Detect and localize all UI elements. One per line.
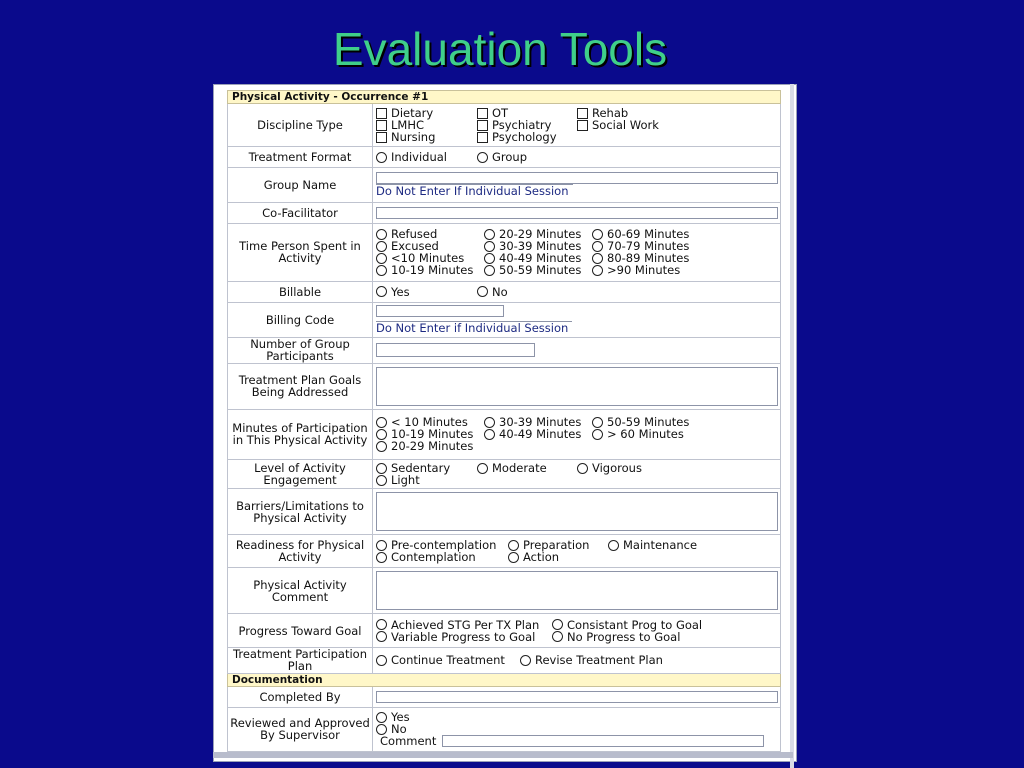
- pa-comment-textarea[interactable]: [376, 571, 778, 610]
- field-label: Completed By: [228, 686, 373, 707]
- radio[interactable]: [376, 631, 387, 642]
- row-time-spent: [228, 224, 781, 281]
- radio[interactable]: [508, 552, 519, 563]
- completed-by-input[interactable]: [376, 691, 778, 703]
- radio[interactable]: [484, 241, 495, 252]
- section-title: Physical Activity - Occurrence #1: [228, 91, 781, 104]
- progress-variable[interactable]: Variable Progress to Goal: [376, 631, 552, 643]
- discipline-checkbox-group: [376, 107, 780, 143]
- readiness-pre-contemplation[interactable]: Pre-contemplation: [376, 539, 508, 551]
- field-label: Treatment Plan Goals Being Addressed: [228, 363, 373, 409]
- engagement-sedentary[interactable]: Sedentary: [376, 462, 477, 474]
- radio[interactable]: [508, 540, 519, 551]
- billable-yes[interactable]: Yes: [376, 286, 477, 298]
- window-edge-right: [790, 84, 794, 768]
- field-label: Time Person Spent in Activity: [228, 224, 373, 281]
- radio[interactable]: [608, 540, 619, 551]
- row-treatment-format: [228, 147, 781, 168]
- field-label: Group Name: [228, 168, 373, 203]
- radio[interactable]: [477, 286, 488, 297]
- minutes-option-over-60[interactable]: > 60 Minutes: [592, 428, 702, 440]
- row-billable: [228, 281, 781, 302]
- time-option-over-90[interactable]: >90 Minutes: [592, 264, 702, 276]
- row-group-participants: [228, 337, 781, 363]
- field-label: Discipline Type: [228, 104, 373, 147]
- time-option-60-69[interactable]: 60-69 Minutes: [592, 228, 702, 240]
- time-option-under-10[interactable]: <10 Minutes: [376, 252, 484, 264]
- discipline-option-nursing[interactable]: Nursing: [376, 131, 477, 143]
- reviewed-no[interactable]: No: [376, 723, 780, 735]
- treatment-format-group[interactable]: Group: [477, 151, 577, 163]
- radio[interactable]: [376, 152, 387, 163]
- progress-consistant[interactable]: Consistant Prog to Goal: [552, 619, 722, 631]
- discipline-option-lmhc[interactable]: LMHC: [376, 119, 477, 131]
- section-header-physical-activity: [228, 91, 781, 104]
- discipline-option-psychiatry[interactable]: Psychiatry: [477, 119, 577, 131]
- row-group-name: [228, 168, 781, 203]
- radio[interactable]: [577, 463, 588, 474]
- radio[interactable]: [376, 724, 387, 735]
- field-label: Treatment Format: [228, 147, 373, 168]
- minutes-option-10-19[interactable]: 10-19 Minutes: [376, 428, 484, 440]
- minutes-option-20-29[interactable]: 20-29 Minutes: [376, 440, 484, 452]
- billing-code-input[interactable]: [376, 305, 504, 317]
- section-header-documentation: [228, 673, 781, 686]
- engagement-vigorous[interactable]: Vigorous: [577, 462, 677, 474]
- row-minutes-participation: [228, 409, 781, 459]
- row-pa-comment: [228, 568, 781, 614]
- row-completed-by: [228, 686, 781, 707]
- plan-revise[interactable]: Revise Treatment Plan: [520, 654, 690, 666]
- checkbox[interactable]: [577, 120, 588, 131]
- radio[interactable]: [477, 152, 488, 163]
- checkbox[interactable]: [477, 108, 488, 119]
- row-progress: [228, 614, 781, 647]
- radio[interactable]: [376, 229, 387, 240]
- field-label: Minutes of Participation in This Physical Activity: [228, 409, 373, 459]
- co-facilitator-input[interactable]: [376, 207, 778, 219]
- field-label: Billable: [228, 281, 373, 302]
- minutes-option-50-59[interactable]: 50-59 Minutes: [592, 416, 702, 428]
- radio[interactable]: [477, 463, 488, 474]
- reviewed-comment-input[interactable]: [442, 735, 764, 747]
- treatment-format-individual[interactable]: Individual: [376, 151, 477, 163]
- discipline-option-ot[interactable]: OT: [477, 107, 577, 119]
- discipline-option-psychology[interactable]: Psychology: [477, 131, 577, 143]
- checkbox[interactable]: [577, 108, 588, 119]
- time-option-excused[interactable]: Excused: [376, 240, 484, 252]
- readiness-action[interactable]: Action: [508, 551, 608, 563]
- radio[interactable]: [484, 253, 495, 264]
- time-option-10-19[interactable]: 10-19 Minutes: [376, 264, 484, 276]
- checkbox[interactable]: [477, 120, 488, 131]
- group-name-input[interactable]: [376, 172, 778, 184]
- row-engagement: [228, 460, 781, 489]
- field-label: Progress Toward Goal: [228, 614, 373, 647]
- billing-code-hint: Do Not Enter if Individual Session: [376, 321, 572, 334]
- radio[interactable]: [552, 631, 563, 642]
- engagement-moderate[interactable]: Moderate: [477, 462, 577, 474]
- radio[interactable]: [376, 429, 387, 440]
- comment-label: Comment: [380, 734, 437, 749]
- field-label: Number of Group Participants: [228, 337, 373, 363]
- radio[interactable]: [376, 475, 387, 486]
- field-label: Level of Activity Engagement: [228, 460, 373, 489]
- radio[interactable]: [376, 253, 387, 264]
- discipline-option-rehab[interactable]: Rehab: [577, 107, 677, 119]
- time-option-30-39[interactable]: 30-39 Minutes: [484, 240, 592, 252]
- radio[interactable]: [484, 429, 495, 440]
- readiness-maintenance[interactable]: Maintenance: [608, 539, 718, 551]
- reviewed-yes[interactable]: Yes: [376, 711, 780, 723]
- time-option-20-29[interactable]: 20-29 Minutes: [484, 228, 592, 240]
- discipline-option-social-work[interactable]: Social Work: [577, 119, 677, 131]
- minutes-option-under-10[interactable]: < 10 Minutes: [376, 416, 484, 428]
- radio[interactable]: [376, 552, 387, 563]
- checkbox[interactable]: [477, 132, 488, 143]
- field-label: Physical Activity Comment: [228, 568, 373, 614]
- readiness-contemplation[interactable]: Contemplation: [376, 551, 508, 563]
- progress-achieved[interactable]: Achieved STG Per TX Plan: [376, 619, 552, 631]
- radio[interactable]: [592, 429, 603, 440]
- field-label: Readiness for Physical Activity: [228, 535, 373, 568]
- engagement-light[interactable]: Light: [376, 474, 477, 486]
- row-reviewed: [228, 707, 781, 751]
- radio[interactable]: [484, 229, 495, 240]
- field-label: Treatment Participation Plan: [228, 647, 373, 673]
- time-option-refused[interactable]: Refused: [376, 228, 484, 240]
- field-label: Billing Code: [228, 302, 373, 337]
- slide-title: Evaluation Tools: [332, 23, 668, 75]
- radio[interactable]: [376, 619, 387, 630]
- radio[interactable]: [552, 619, 563, 630]
- radio[interactable]: [376, 540, 387, 551]
- readiness-preparation[interactable]: Preparation: [508, 539, 608, 551]
- discipline-option-dietary[interactable]: Dietary: [376, 107, 477, 119]
- time-option-50-59[interactable]: 50-59 Minutes: [484, 264, 592, 276]
- checkbox[interactable]: [376, 132, 387, 143]
- time-option-40-49[interactable]: 40-49 Minutes: [484, 252, 592, 264]
- row-billing-code: [228, 302, 781, 337]
- radio[interactable]: [592, 229, 603, 240]
- billable-no[interactable]: No: [477, 286, 577, 298]
- group-name-hint: Do Not Enter If Individual Session: [376, 184, 573, 197]
- checkbox[interactable]: [376, 120, 387, 131]
- time-option-80-89[interactable]: 80-89 Minutes: [592, 252, 702, 264]
- progress-none[interactable]: No Progress to Goal: [552, 631, 722, 643]
- treatment-goals-textarea[interactable]: [376, 367, 778, 406]
- row-co-facilitator: [228, 203, 781, 224]
- row-readiness: [228, 535, 781, 568]
- radio[interactable]: [376, 712, 387, 723]
- field-label: Reviewed and Approved By Supervisor: [228, 707, 373, 751]
- field-label: Co-Facilitator: [228, 203, 373, 224]
- radio[interactable]: [592, 241, 603, 252]
- radio[interactable]: [376, 441, 387, 452]
- radio[interactable]: [592, 417, 603, 428]
- radio[interactable]: [592, 265, 603, 276]
- time-option-70-79[interactable]: 70-79 Minutes: [592, 240, 702, 252]
- radio[interactable]: [376, 265, 387, 276]
- section-title: Documentation: [228, 673, 781, 686]
- evaluation-form: [227, 90, 781, 752]
- row-participation-plan: [228, 647, 781, 673]
- row-discipline-type: [228, 104, 781, 147]
- radio[interactable]: [376, 286, 387, 297]
- minutes-option-40-49[interactable]: 40-49 Minutes: [484, 428, 592, 440]
- row-treatment-goals: [228, 363, 781, 409]
- group-participants-input[interactable]: [376, 343, 535, 357]
- radio[interactable]: [484, 265, 495, 276]
- radio[interactable]: [376, 463, 387, 474]
- barriers-textarea[interactable]: [376, 492, 778, 531]
- row-barriers: [228, 489, 781, 535]
- radio[interactable]: [520, 655, 531, 666]
- minutes-option-30-39[interactable]: 30-39 Minutes: [484, 416, 592, 428]
- radio[interactable]: [376, 655, 387, 666]
- radio[interactable]: [376, 417, 387, 428]
- radio[interactable]: [592, 253, 603, 264]
- radio[interactable]: [376, 241, 387, 252]
- checkbox[interactable]: [376, 108, 387, 119]
- field-label: Barriers/Limitations to Physical Activity: [228, 489, 373, 535]
- reviewed-comment-row: [376, 735, 780, 747]
- radio[interactable]: [484, 417, 495, 428]
- plan-continue[interactable]: Continue Treatment: [376, 654, 520, 666]
- window-edge-bottom: [213, 752, 793, 758]
